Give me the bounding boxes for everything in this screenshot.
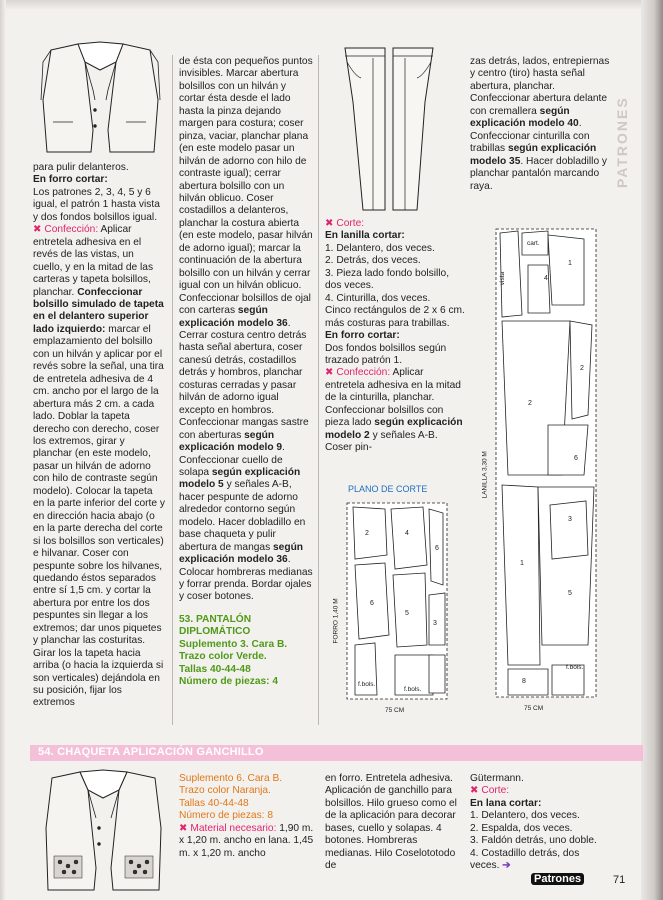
model-53-spec-1: Suplemento 3. Cara B. [179,638,288,650]
cutting-plan-lanilla [488,225,613,705]
confeccion-paragraph [325,367,465,454]
conf-bold: Confeccionar bolsillo simulado de tapeta en el delantero superior lado izquierdo: [33,286,164,335]
continue-arrow-icon: ➔ [502,860,511,872]
column-3 [325,218,465,455]
material-paragraph [179,823,319,860]
material-label: ✖ Material necesario: [179,822,277,834]
side-tab [612,40,634,210]
model-54-spec-1: Suplemento 6. Cara B. [179,773,283,784]
piece-item-text: 4. Costadillo detrás, dos veces. [470,847,580,872]
svg-text:1: 1 [520,560,524,567]
corte-label: ✖ Corte: [470,785,510,797]
svg-text:4: 4 [405,530,409,537]
svg-text:2: 2 [528,400,532,407]
col2-bold-c: según explicación modelo 5 [179,466,301,491]
piece-item: 2. Espalda, dos veces. [470,822,573,834]
col2-bold-b: según explicación modelo 9 [179,429,283,454]
col4-text-c: . Hacer dobladillo y planchar pantalón marcando raya. [470,155,608,192]
lanilla-fbols-label: f.bols. [566,664,584,671]
crochet-jacket-illustration [36,768,171,893]
col3-conf-bold: según explicación modelo 2 [325,417,463,441]
page-edge-left [0,0,6,900]
section54-col-c [470,773,610,873]
svg-text:3: 3 [433,620,437,627]
col2-bold-a: según explicación modelo 36 [179,305,288,329]
piece-item: 3. Faldón detrás, uno doble. [470,835,597,847]
col2-paragraph [179,56,313,604]
svg-text:5: 5 [568,590,572,597]
model-53-spec-3: Tallas 40-44-48 [179,663,251,675]
column-4 [470,56,610,193]
column-divider [172,55,173,725]
piece-item: 3. Pieza lado fondo bolsillo, dos veces. [325,267,450,292]
forro-size-label: FORRO 1,40 M [332,598,340,644]
trabillas-text: Cinco rectángulos de 2 x 6 cm. más costuras para trabillas. [325,305,465,329]
side-tab-text: PATRONES [614,96,630,188]
model-54-spec-3: Tallas 40-44-48 [179,797,249,809]
forro-heading: En forro cortar: [33,174,108,186]
lanilla-vista-label: vista [499,271,507,286]
col1-line: para pulir delanteros. [33,162,129,173]
col3-conf-a: Aplicar entretela adhesiva en la mitad de la cinturilla, planchar. Confeccionar bolsillos con pieza lado [325,367,461,429]
model-54-spec-2: Trazo color Naranja. [179,785,271,797]
column-2 [179,56,313,689]
model-53-title-1: 53. PANTALÓN [179,613,252,625]
trousers-illustration [333,42,443,214]
section54-col-a [179,773,319,860]
piece-item: 2. Detrás, dos veces. [325,255,421,267]
col2-bold-d: según explicación modelo 36 [179,541,304,566]
svg-text:6: 6 [574,455,578,462]
col4-bold-a: según explicación modelo 40 [470,105,579,130]
confeccion-paragraph [33,224,166,710]
lanilla-cart-label: cart. [527,240,540,247]
cutting-plan-title: PLANO DE CORTE [348,484,428,494]
model-53-spec-2: Trazo color Verde. [179,651,267,663]
lanilla-heading: En lanilla cortar: [325,230,405,242]
section54-col-b-text: en forro. Entretela adhesiva. Aplicación de ganchillo para bolsillos. Hilo grueso como el de la aplicación para decorar bases, cuello y solapas. 4 botones. Hombreras medianas. Hilo Coselototodo de [325,773,457,872]
svg-text:3: 3 [568,516,572,523]
forro-heading: En forro cortar: [325,330,400,342]
col4-text-b: . Confeccionar cinturilla con trabillas [470,118,590,155]
lana-heading: En lana cortar: [470,797,542,809]
svg-text:2: 2 [580,365,584,372]
model-53-title-2: DIPLOMÁTICO [179,626,251,638]
piece-item [470,848,610,873]
section-54-title: 54. CHAQUETA APLICACIÓN GANCHILLO [38,746,264,758]
piece-item: 1. Delantero, dos veces. [470,810,580,822]
forro-fbols-label: f.bols. [404,686,422,693]
svg-text:2: 2 [365,530,369,537]
svg-text:6: 6 [370,600,374,607]
cutting-plan-forro [332,495,460,707]
piece-item: 1. Delantero, dos veces. [325,242,435,254]
plan-width-left: 75 CM [385,707,405,714]
col2-text-b: . Cerrar costura centro detrás hasta señal abertura, coser canesú detrás, costadillos detrás y hombros, planchar costuras cerradas y pasar hilván de adorno igual excepto en hombros. Confeccionar mangas sastre con aberturas [179,317,309,441]
section54-col-b [325,773,460,873]
svg-text:8: 8 [522,678,526,685]
page-edge-right [641,0,663,900]
brand-logo: Patrones [531,873,584,885]
conf-text-b: marcar el emplazamiento del bolsillo con un hilván y aplicar por el revés sobre la señal, una tira de entretela adhesiva de 4 cm. ancho por el largo de la abertura más 2 cm. a cada lado. Doblar la tapeta derecho con derecho, coser los extremos, girar y planchar (en este modelo, pasar un hilván de adorno con hilo de contraste según modelo). Colocar la tapeta en la parte inferior del corte y en dirección hacia abajo (o en la parte derecha del corte si los bolsillos son verticales) e hilvanar. Coser con pespunte sobre los hilvanes, quedando éstos separados entre sí 1,5 cm. y cortar la abertura por entre los dos pespuntes sin llegar a los extremos; dar unos piquetes y planchar las costuritas. Girar los la tapeta hacia arriba (o hacia la izquierda si son verticales) dejándola en su posición, fijar los extremos [33,323,165,709]
conf-text-a: Aplicar entretela adhesiva en el revés de las vistas, un cuello, y en la mitad de las carteras y tapeta bolsillos, planchar. [33,224,154,298]
col2-text-c: . Confeccionar cuello de solapa [179,442,285,478]
model-53-spec-4: Número de piezas: 4 [179,676,279,688]
plan-width-right: 75 CM [524,705,544,712]
col3-conf-b: y señales A-B. Coser pin- [325,429,438,454]
corte-label: ✖ Corte: [325,218,365,229]
forro-fbols-label: f.bols. [358,681,376,688]
svg-text:4: 4 [544,275,548,282]
page-edge-top [0,0,663,10]
col2-text-e: . Colocar hombreras medianas y forrar prenda. Bordar ojales y coser botones. [179,554,313,603]
forro-text: Los patrones 2, 3, 4, 5 y 6 igual, el patrón 1 hasta vista y dos fondos bolsillos igual. [33,186,160,223]
col4-text-a: zas detrás, lados, entrepiernas y centro (tiro) hasta señal abertura, planchar. Confeccionar abertura delante con cremallera [470,56,610,117]
col4-paragraph [470,56,610,193]
column-divider [318,55,319,725]
model-54-spec-4: Número de piezas: 8 [179,810,274,822]
svg-text:1: 1 [568,260,572,267]
lanilla-size-label: LANILLA 3,30 M [481,451,489,499]
section-54-band [30,745,643,761]
jacket-illustration [33,40,168,160]
material-text: 1,90 m. x 1,20 m. ancho en lana. 1,45 m. x 1,20 m. ancho [179,822,314,859]
svg-text:5: 5 [405,610,409,617]
piece-item: 4. Cinturilla, dos veces. [325,292,431,304]
svg-text:6: 6 [435,545,439,552]
col2-text-a: de ésta con pequeños puntos invisibles. Marcar abertura bolsillos con un hilván y cortar ésta desde el lado hasta la pinza dejando margen para costura; coser pinza, vaciar, planchar plana (en este modelo pasar un hilván de adorno con hilo de contraste igual); cerrar abertura bolsillo con un hilván oblicuo. Coser costadillos a delanteros, planchar la costura abierta (en este modelo, pasar hilván de adorno igual); marcar la continuación de la abertura bolsillo con un hilván y cerrar igual con un hilván oblicuo. Confeccionar bolsillos de ojal con carteras [179,56,313,317]
page-number: 71 [613,874,626,886]
col4-bold-b: según explicación modelo 35 [470,143,597,167]
confeccion-label: ✖ Confección: [33,224,99,236]
gutermann-text: Gütermann. [470,773,524,784]
column-1 [33,162,166,710]
forro-text: Dos fondos bolsillos según trazado patrón 1. [325,342,447,366]
col2-text-d: y señales A-B, hacer pespunte de adorno alrededor contorno según modelo. Hacer dobladillo en base chaqueta y pulir abertura de mangas [179,479,306,553]
confeccion-label: ✖ Confección: [325,367,391,379]
